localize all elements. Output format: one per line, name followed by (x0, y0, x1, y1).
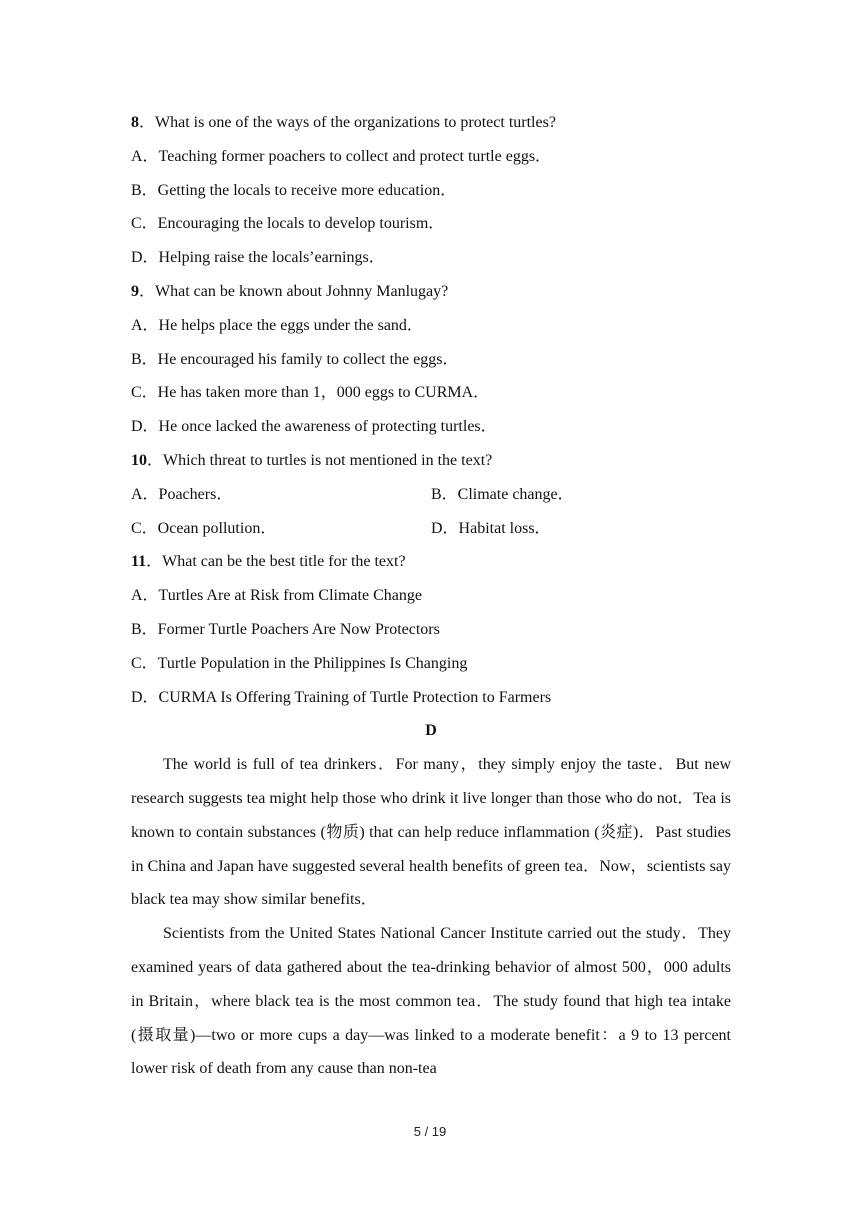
option-row (131, 512, 731, 546)
question-number: 9 (131, 282, 139, 300)
option-d: D．Habitat loss． (431, 519, 551, 537)
option-d: D．He once lacked the awareness of protecting turtles． (131, 418, 497, 436)
option-b: B．He encouraged his family to collect the eggs． (131, 350, 459, 368)
question-10-stem (131, 444, 731, 478)
option-a: A．Teaching former poachers to collect and protect turtle eggs． (131, 147, 552, 165)
question-8-stem (131, 106, 731, 140)
option-b: B．Climate change． (431, 485, 574, 503)
question-number: 10 (131, 451, 147, 469)
question-text: ．What is one of the ways of the organizations to protect turtles? (139, 114, 556, 131)
option-c: C．Encouraging the locals to develop tourism． (131, 215, 445, 233)
passage-paragraph: Scientists from the United States National Cancer Institute carried out the study．They examined years of data gathered about the tea-drinking behavior of almost 500，000 adults in Britain，where black tea is the most common tea．The study found that high tea intake (摄取量)—two or more cups a day—was linked to a moderate benefit：a 9 to 13 percent lower risk of death from any cause than non-tea (131, 925, 732, 1078)
option-a: A．He helps place the eggs under the sand． (131, 316, 423, 334)
question-9-stem (131, 275, 731, 309)
option-c: C．Turtle Population in the Philippines Is Changing (131, 654, 468, 672)
option-a: A．Poachers． (131, 485, 233, 503)
option-c: C．He has taken more than 1，000 eggs to CURMA． (131, 384, 490, 402)
option-d: D．Helping raise the locals’earnings． (131, 249, 385, 267)
section-title: D (425, 722, 437, 740)
question-text: ．What can be the best title for the text? (146, 553, 406, 571)
page-content (131, 106, 731, 1086)
option-c: C．Ocean pollution． (131, 519, 277, 537)
option-b: B．Former Turtle Poachers Are Now Protectors (131, 620, 440, 638)
question-11-stem (131, 545, 731, 579)
question-number: 8 (131, 114, 139, 131)
option-a: A．Turtles Are at Risk from Climate Change (131, 587, 422, 605)
option-b: B．Getting the locals to receive more education． (131, 181, 457, 199)
question-number: 11 (131, 553, 147, 571)
option-row (131, 478, 731, 512)
question-text: ．Which threat to turtles is not mentioned in the text? (147, 451, 493, 469)
page-number: 5 / 19 (413, 1124, 447, 1139)
passage-paragraph: The world is full of tea drinkers．For many，they simply enjoy the taste．But new research suggests tea might help those who drink it live longer than those who do not．Tea is known to contain substances (物质) that can help reduce inflammation (炎症)．Past studies in China and Japan have suggested several health benefits of green tea．Now，scientists say black tea may show similar benefits． (131, 756, 731, 909)
question-text: ．What can be known about Johnny Manlugay? (139, 282, 449, 300)
option-d: D．CURMA Is Offering Training of Turtle Protection to Farmers (131, 688, 552, 706)
